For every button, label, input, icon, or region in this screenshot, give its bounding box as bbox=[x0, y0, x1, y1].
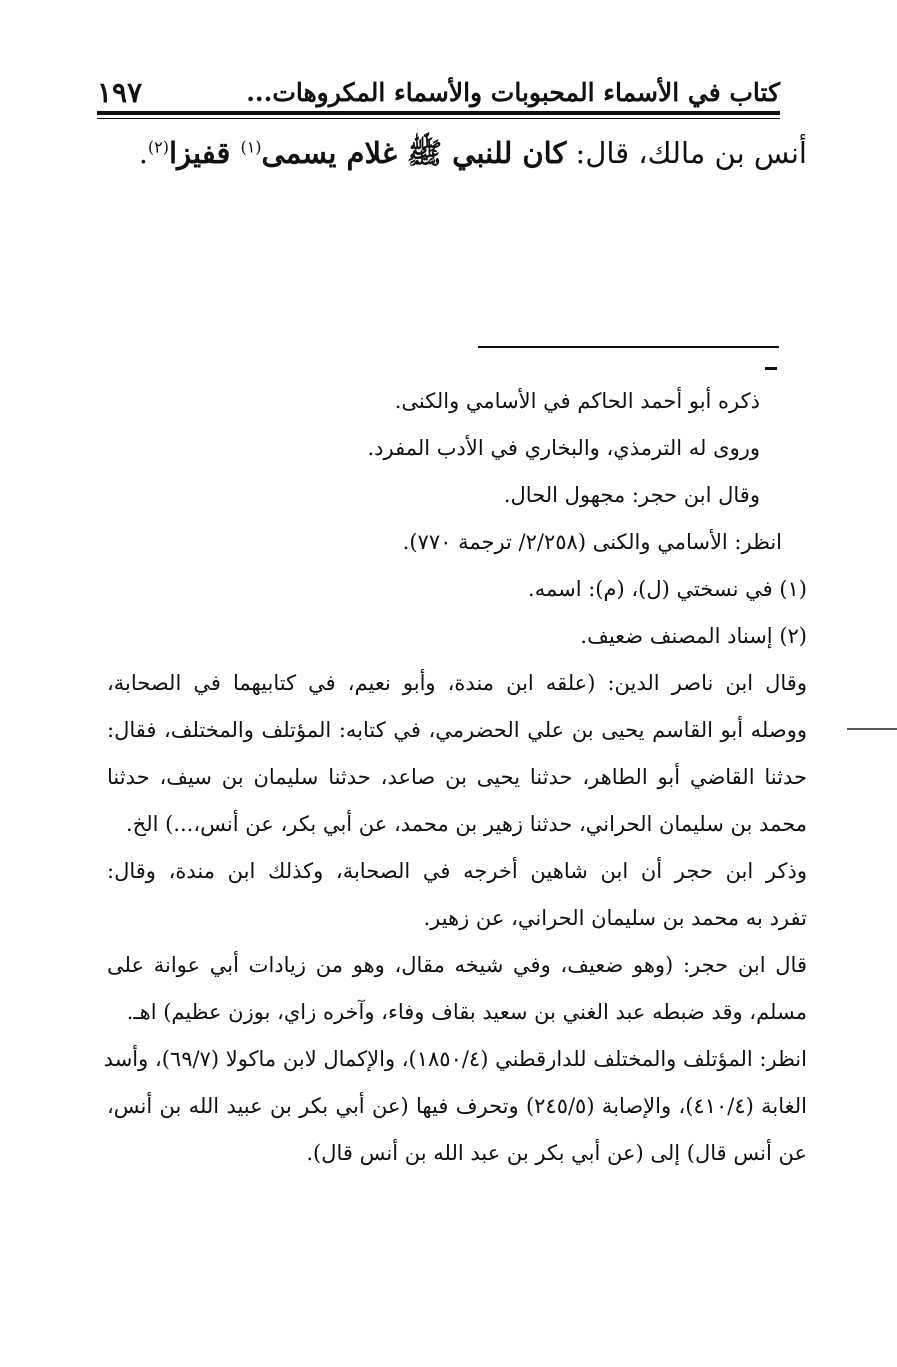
header-rule-thin bbox=[97, 118, 780, 119]
main-quote-start: كان للنبي ﷺ غلام يسمى bbox=[261, 136, 567, 170]
footnote-line: قال ابن حجر: (وهو ضعيف، وفي شيخه مقال، وهو من زيادات أبي عوانة على bbox=[107, 953, 807, 977]
footnote-line: عن أنس قال) إلى (عن أبي بكر بن عبد الله بن أنس قال). bbox=[306, 1141, 807, 1165]
margin-mark bbox=[847, 728, 897, 730]
footnote-line: حدثنا القاضي أبو الطاهر، حدثنا يحيى بن صاعد، حدثنا سليمان بن سيف، حدثنا bbox=[107, 765, 807, 789]
main-text bbox=[107, 124, 807, 184]
footnote-line: مسلم، وقد ضبطه عبد الغني بن سعيد بقاف وفاء، وآخره زاي، بوزن عظيم) اهـ. bbox=[126, 1000, 807, 1024]
footnote-line: الغابة (٤١٠/٤)، والإصابة (٢٤٥/٥) وتحرف فيها (عن أبي بكر بن عبيد الله بن أنس، bbox=[107, 1094, 807, 1118]
footnote-line: انظر: المؤتلف والمختلف للدارقطني (١٨٥٠/٤)، والإكمال لابن ماكولا (٦٩/٧)، وأسد bbox=[103, 1047, 807, 1071]
footnote-line: وقال ابن حجر: مجهول الحال. bbox=[503, 483, 760, 507]
main-end: . bbox=[138, 136, 148, 170]
footnote-line: ووصله أبو القاسم يحيى بن علي الحضرمي، في كتابه: المؤتلف والمختلف، فقال: bbox=[107, 718, 807, 742]
footnote-separator bbox=[478, 346, 779, 348]
footnote-line: وقال ابن ناصر الدين: (علقه ابن مندة، وأبو نعيم، في كتابيهما في الصحابة، bbox=[107, 671, 807, 695]
footnote-line: محمد بن سليمان الحراني، حدثنا زهير بن محمد، عن أبي بكر، عن أنس،...) الخ. bbox=[126, 812, 807, 836]
footnote-ref-1: (١) bbox=[240, 137, 262, 157]
main-quote-end: قفيزا bbox=[169, 136, 241, 170]
footnote-line: وذكر ابن حجر أن ابن شاهين أخرجه في الصحابة، وكذلك ابن مندة، وقال: bbox=[107, 859, 807, 883]
main-intro: أنس بن مالك، قال: bbox=[566, 136, 807, 170]
footnote-continuation-mark bbox=[765, 367, 777, 370]
footnote-line: (٢) إسناد المصنف ضعيف. bbox=[580, 624, 807, 648]
header-rule-thick bbox=[97, 111, 780, 115]
footnote-line: تفرد به محمد بن سليمان الحراني، عن زهير. bbox=[423, 906, 807, 930]
footnote-line: ذكره أبو أحمد الحاكم في الأسامي والكنى. bbox=[394, 389, 760, 413]
running-header bbox=[97, 72, 780, 112]
footnote-line: وروى له الترمذي، والبخاري في الأدب المفرد. bbox=[367, 436, 760, 460]
footnote-ref-2: (٢) bbox=[147, 137, 169, 157]
footnote-line: (١) في نسختي (ل)، (م): اسمه. bbox=[528, 577, 807, 601]
header-title: كتاب في الأسماء المحبوبات والأسماء المكروهات... bbox=[246, 78, 780, 107]
footnote-line: انظر: الأسامي والكنى (٢/٢٥٨/ ترجمة ٧٧٠). bbox=[402, 530, 782, 554]
page-number: ١٩٧ bbox=[97, 76, 143, 109]
